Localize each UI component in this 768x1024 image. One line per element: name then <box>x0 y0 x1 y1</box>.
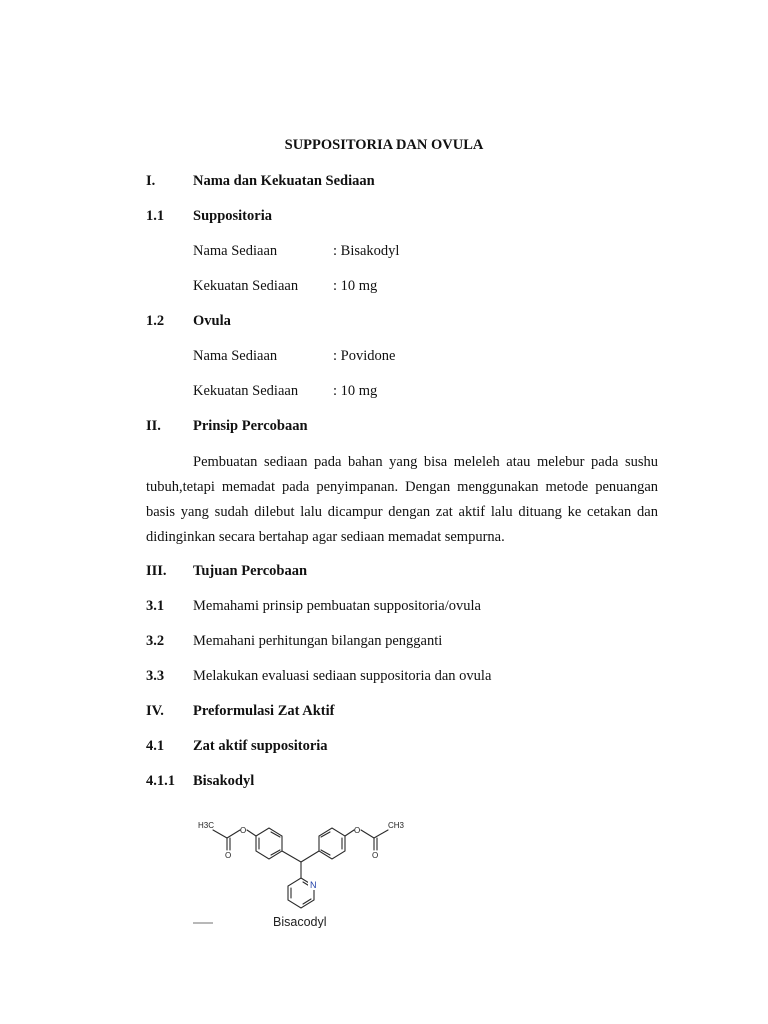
subsection-heading: Zat aktif suppositoria <box>193 738 328 754</box>
section-heading: Nama dan Kekuatan Sediaan <box>193 173 375 189</box>
section-number: I. <box>146 173 156 189</box>
bisacodyl-structure-diagram <box>193 806 409 928</box>
section-number: IV. <box>146 703 164 719</box>
atom-label-o: O <box>372 851 379 860</box>
bisacodyl-structure-figure <box>193 806 409 928</box>
field-value: : Povidone <box>333 348 396 364</box>
item-text: Memahami prinsip pembuatan suppositoria/ovula <box>193 598 481 614</box>
subsection-number: 4.1 <box>146 738 165 754</box>
subsection-number: 1.2 <box>146 313 165 329</box>
item-text: Memahani perhitungan bilangan pengganti <box>193 633 443 649</box>
item-number: 3.1 <box>146 598 165 614</box>
section-heading: Preformulasi Zat Aktif <box>193 703 335 719</box>
atom-label-o: O <box>354 826 361 835</box>
field-label: Nama Sediaan <box>193 243 278 259</box>
section-number: II. <box>146 418 161 434</box>
atom-label-o: O <box>240 826 247 835</box>
item-number: 3.2 <box>146 633 165 649</box>
field-label: Kekuatan Sediaan <box>193 383 299 399</box>
section-heading: Prinsip Percobaan <box>193 418 308 434</box>
item-text: Melakukan evaluasi sediaan suppositoria dan ovula <box>193 668 492 684</box>
subsection-heading: Suppositoria <box>193 208 272 224</box>
field-value: : Bisakodyl <box>333 243 400 259</box>
page-title: SUPPOSITORIA DAN OVULA <box>284 137 484 153</box>
atom-label-left: H3C <box>198 821 215 830</box>
principle-paragraph: Pembuatan sediaan pada bahan yang bisa meleleh atau melebur pada sushu tubuh,tetapi memadat pada penyimpanan. Dengan menggunakan metode penuangan basis yang sudah dilebut lalu dicampur dengan zat aktif lalu dituang ke cetakan dan didinginkan secara bertahap agar sediaan memadat sempurna. <box>146 454 658 545</box>
subsection-heading: Ovula <box>193 313 231 329</box>
atom-label-n: N <box>310 880 317 890</box>
subsection-number: 1.1 <box>146 208 165 224</box>
section-number: III. <box>146 563 167 579</box>
atom-label-o: O <box>225 851 232 860</box>
field-label: Kekuatan Sediaan <box>193 278 299 294</box>
section-heading: Tujuan Percobaan <box>193 563 308 579</box>
figure-caption: Bisacodyl <box>273 915 327 928</box>
atom-label-right: CH3 <box>388 821 405 830</box>
item-number: 3.3 <box>146 668 165 684</box>
field-value: : 10 mg <box>333 278 378 294</box>
subsection-heading: Bisakodyl <box>193 773 255 789</box>
field-value: : 10 mg <box>333 383 378 399</box>
subsection-number: 4.1.1 <box>146 773 175 789</box>
field-label: Nama Sediaan <box>193 348 278 364</box>
